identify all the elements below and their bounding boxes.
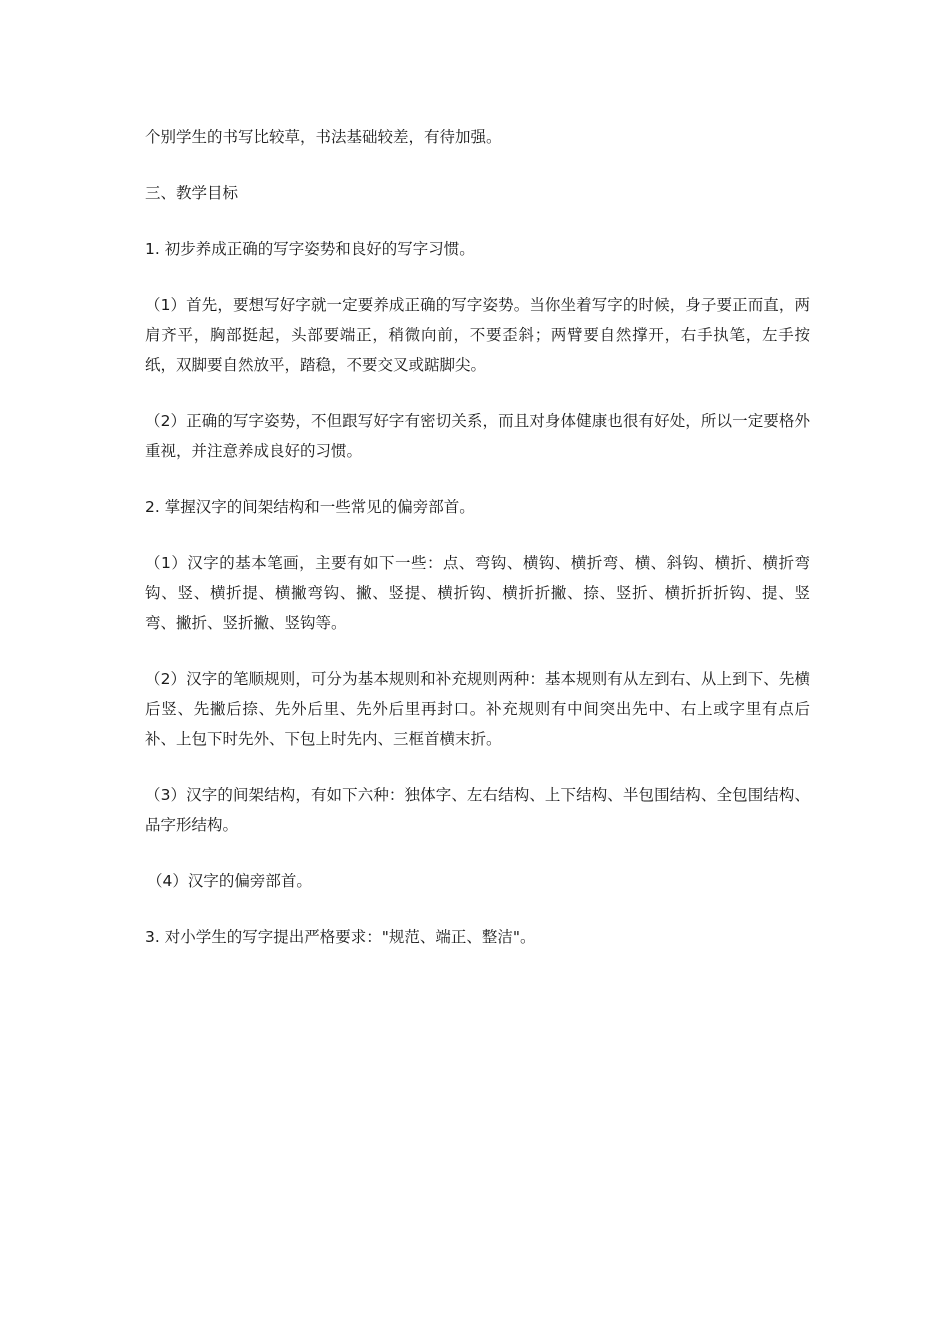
goal-2-heading: 2. 掌握汉字的间架结构和一些常见的偏旁部首。 [145,498,475,516]
goal-2-item-2: （2）汉字的笔顺规则，可分为基本规则和补充规则两种：基本规则有从左到右、从上到下、先横后竖、先撇后捺、先外后里、先外后里再封口。补充规则有中间突出先中、右上或字里有点后补、上包下时先外、下包上时先内、三框首横末折。 [145,670,810,748]
goal-1-item-2: （2）正确的写字姿势，不但跟写好字有密切关系，而且对身体健康也很有好处，所以一定要格外重视，并注意养成良好的习惯。 [145,412,810,460]
goal-1-heading: 1. 初步养成正确的写字姿势和良好的写字习惯。 [145,240,475,258]
goal-2-item-1: （1）汉字的基本笔画，主要有如下一些：点、弯钩、横钩、横折弯、横、斜钩、横折、横折弯钩、竖、横折提、横撇弯钩、撇、竖提、横折钩、横折折撇、捺、竖折、横折折折钩、提、竖弯、撇折、竖折撇、竖钩等。 [145,554,810,632]
goal-1-item-1: （1）首先，要想写好字就一定要养成正确的写字姿势。当你坐着写字的时候，身子要正而直，两肩齐平，胸部挺起，头部要端正，稍微向前，不要歪斜；两臂要自然撑开，右手执笔，左手按纸，双脚要自然放平，踏稳，不要交叉或踮脚尖。 [145,296,810,374]
goal-2-item-4: （4）汉字的偏旁部首。 [147,872,312,890]
goal-2-item-3: （3）汉字的间架结构，有如下六种：独体字、左右结构、上下结构、半包围结构、全包围结构、品字形结构。 [145,786,810,834]
document-body [145,122,810,978]
goal-3-heading: 3. 对小学生的写字提出严格要求："规范、端正、整洁"。 [145,928,536,946]
paragraph-student-handwriting: 个别学生的书写比较草，书法基础较差，有待加强。 [145,128,502,146]
section-heading-teaching-goals: 三、教学目标 [145,184,239,202]
